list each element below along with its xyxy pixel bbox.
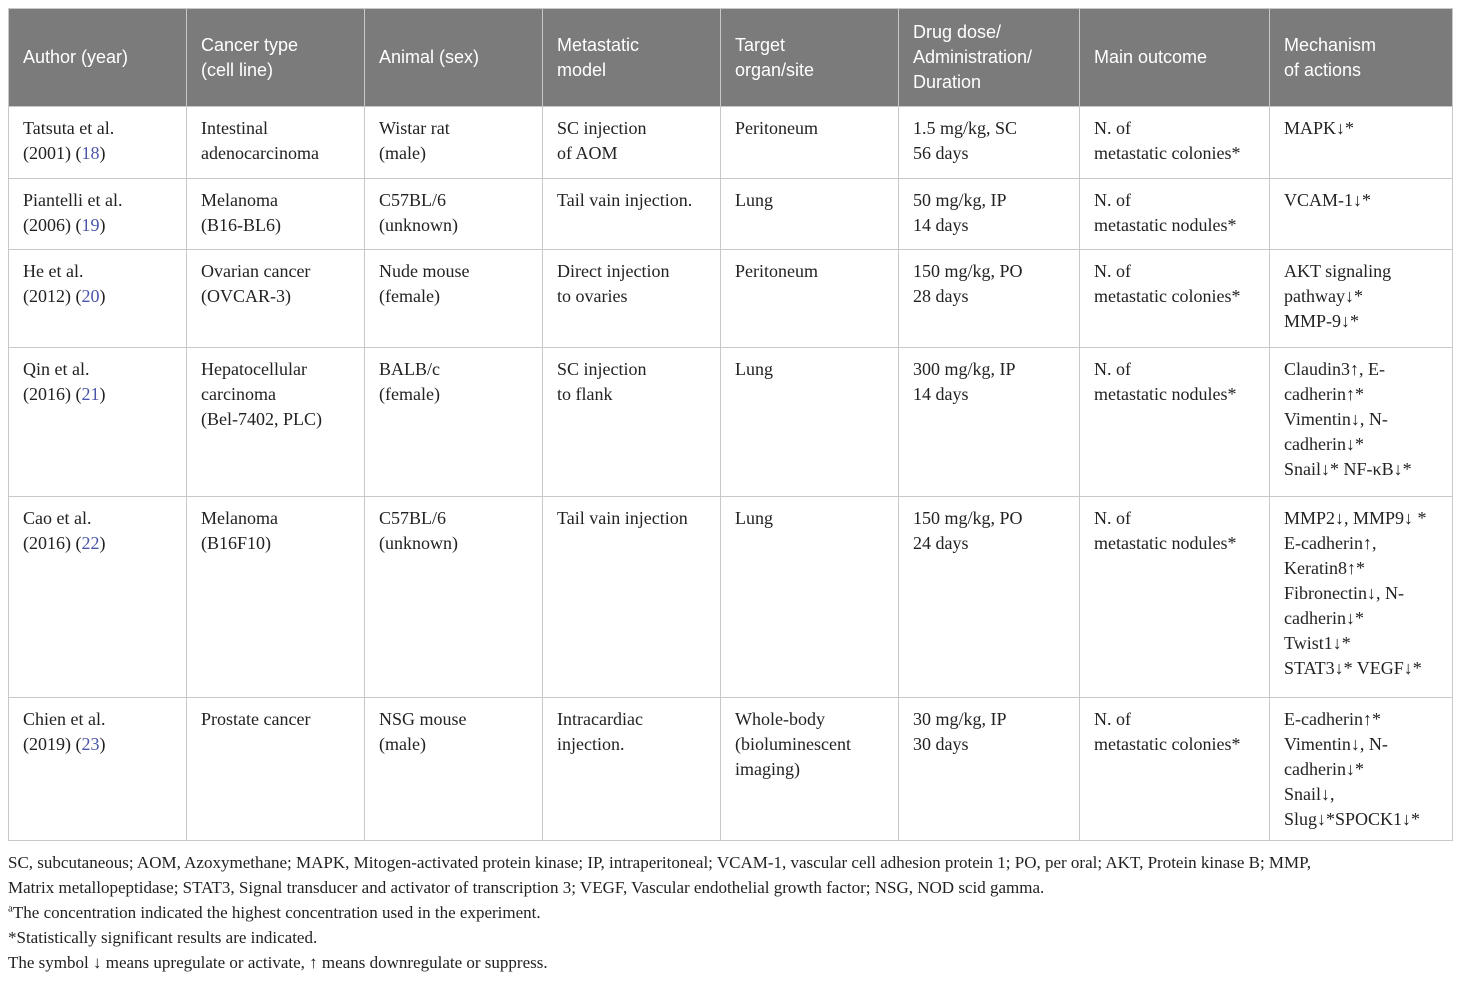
target-line: Whole-body <box>735 709 825 729</box>
outcome-line: N. of <box>1094 709 1131 729</box>
animal-line: (male) <box>379 143 426 163</box>
cell-cancer <box>187 250 365 348</box>
author-name: Cao et al. <box>23 508 92 528</box>
footnote-a-marker: a <box>8 902 13 915</box>
dose-line: 150 mg/kg, PO <box>913 508 1023 528</box>
cancer-line: (B16-BL6) <box>201 215 281 235</box>
mechanism-line: cadherin↓* <box>1284 434 1364 454</box>
column-header-line: model <box>557 59 607 80</box>
mechanism-line: Vimentin↓, N- <box>1284 734 1388 754</box>
cell-cancer <box>187 179 365 250</box>
author-name: Piantelli et al. <box>23 190 123 210</box>
column-header-line: Author (year) <box>23 47 129 67</box>
cell-outcome <box>1080 348 1270 497</box>
dose-line: 1.5 mg/kg, SC <box>913 118 1018 138</box>
cell-animal <box>365 107 543 179</box>
mechanism-line: cadherin↓* <box>1284 759 1364 779</box>
dose-line: 24 days <box>913 533 969 553</box>
cell-outcome <box>1080 107 1270 179</box>
column-header <box>1080 9 1270 107</box>
model-line: Intracardiac <box>557 709 643 729</box>
dose-line: 14 days <box>913 384 969 404</box>
author-year-line: (2006) (19) <box>23 215 106 235</box>
dose-line: 28 days <box>913 286 969 306</box>
author-name: He et al. <box>23 261 84 281</box>
column-header <box>187 9 365 107</box>
author-year: (2019) <box>23 734 71 754</box>
column-header <box>1270 9 1453 107</box>
model-line: to ovaries <box>557 286 628 306</box>
column-header <box>9 9 187 107</box>
reference-number: 18 <box>81 143 100 163</box>
reference-number: 20 <box>81 286 100 306</box>
cancer-line: Intestinal <box>201 118 268 138</box>
reference-number: 21 <box>81 384 100 404</box>
mechanism-line: MAPK↓* <box>1284 118 1355 138</box>
mechanism-line: Slug↓*SPOCK1↓* <box>1284 809 1421 829</box>
author-name: Tatsuta et al. <box>23 118 115 138</box>
outcome-line: metastatic nodules* <box>1094 215 1237 235</box>
footnote-a-text: The concentration indicated the highest concentration used in the experiment. <box>12 903 541 922</box>
cell-dose <box>899 179 1080 250</box>
cell-author <box>9 348 187 497</box>
table-row <box>9 250 1453 348</box>
outcome-line: metastatic colonies* <box>1094 143 1241 163</box>
dose-line: 30 days <box>913 734 969 754</box>
reference-number: 19 <box>81 215 100 235</box>
outcome-line: N. of <box>1094 118 1131 138</box>
outcome-line: metastatic colonies* <box>1094 286 1241 306</box>
table-row <box>9 107 1453 179</box>
animal-line: NSG mouse <box>379 709 467 729</box>
mechanism-line: VCAM-1↓* <box>1284 190 1372 210</box>
cell-dose <box>899 107 1080 179</box>
mechanism-line: Claudin3↑, E- <box>1284 359 1385 379</box>
cell-author <box>9 179 187 250</box>
animal-line: Nude mouse <box>379 261 470 281</box>
footnote-a <box>8 900 1452 925</box>
cancer-line: carcinoma <box>201 384 276 404</box>
outcome-line: N. of <box>1094 359 1131 379</box>
mechanism-line: E-cadherin↑, <box>1284 533 1377 553</box>
cancer-line: (B16F10) <box>201 533 272 553</box>
mechanism-line: AKT signaling <box>1284 261 1392 281</box>
animal-line: BALB/c <box>379 359 440 379</box>
header-row <box>9 9 1453 107</box>
author-name: Chien et al. <box>23 709 106 729</box>
footnote-significance: *Statistically significant results are indicated. <box>8 928 318 947</box>
author-year-line: (2019) (23) <box>23 734 106 754</box>
table-row <box>9 179 1453 250</box>
cell-mechanism <box>1270 107 1453 179</box>
mechanism-line: Twist1↓* <box>1284 633 1351 653</box>
target-line: (bioluminescent <box>735 734 851 754</box>
model-line: Tail vain injection <box>557 508 688 528</box>
data-table <box>8 8 1453 841</box>
model-line: injection. <box>557 734 625 754</box>
target-line: Lung <box>735 359 773 379</box>
mechanism-line: E-cadherin↑* <box>1284 709 1381 729</box>
author-year: (2006) <box>23 215 71 235</box>
table-body <box>9 107 1453 841</box>
target-line: Lung <box>735 508 773 528</box>
cell-model <box>543 179 721 250</box>
column-header-line: Target <box>735 34 786 55</box>
mechanism-line: MMP-9↓* <box>1284 311 1360 331</box>
animal-line: (unknown) <box>379 533 458 553</box>
cancer-line: Melanoma <box>201 508 278 528</box>
model-line: SC injection <box>557 118 647 138</box>
mechanism-line: Fibronectin↓, N- <box>1284 583 1404 603</box>
author-year: (2016) <box>23 384 71 404</box>
abbreviations-line-2: Matrix metallopeptidase; STAT3, Signal transducer and activator of transcription 3; VEGF, Vascular endothelial growth factor; NSG, NOD scid gamma. <box>8 878 1045 897</box>
cancer-line: Melanoma <box>201 190 278 210</box>
cell-dose <box>899 698 1080 841</box>
column-header-line: Drug dose/ <box>913 22 1002 42</box>
cell-author <box>9 698 187 841</box>
mechanism-line: cadherin↓* <box>1284 608 1364 628</box>
cell-model <box>543 107 721 179</box>
animal-line: Wistar rat <box>379 118 450 138</box>
cell-target <box>721 348 899 497</box>
model-line: of AOM <box>557 143 618 163</box>
mechanism-line: Keratin8↑* <box>1284 558 1365 578</box>
table-footnotes <box>8 850 1452 975</box>
author-year-line: (2001) (18) <box>23 143 106 163</box>
cell-author <box>9 497 187 698</box>
cell-mechanism <box>1270 348 1453 497</box>
cell-outcome <box>1080 179 1270 250</box>
author-name: Qin et al. <box>23 359 90 379</box>
outcome-line: metastatic colonies* <box>1094 734 1241 754</box>
mechanism-line: MMP2↓, MMP9↓ * <box>1284 508 1427 528</box>
author-year-line: (2016) (21) <box>23 384 106 404</box>
abbreviations-line-1: SC, subcutaneous; AOM, Azoxymethane; MAPK, Mitogen-activated protein kinase; IP, intraperitoneal; VCAM-1, vascular cell adhesion protein 1; PO, per oral; AKT, Protein kinase B; MMP, <box>8 853 1311 872</box>
target-line: imaging) <box>735 759 800 779</box>
target-line: Peritoneum <box>735 118 818 138</box>
cell-cancer <box>187 497 365 698</box>
table-row <box>9 348 1453 497</box>
cell-animal <box>365 179 543 250</box>
outcome-line: N. of <box>1094 190 1131 210</box>
column-header-line: of actions <box>1284 59 1362 80</box>
outcome-line: metastatic nodules* <box>1094 533 1237 553</box>
mechanism-line: Vimentin↓, N- <box>1284 409 1388 429</box>
cell-target <box>721 107 899 179</box>
animal-line: C57BL/6 <box>379 508 447 528</box>
outcome-line: N. of <box>1094 261 1131 281</box>
cell-model <box>543 348 721 497</box>
mechanism-line: STAT3↓* VEGF↓* <box>1284 658 1422 678</box>
dose-line: 14 days <box>913 215 969 235</box>
column-header-line: organ/site <box>735 59 815 80</box>
animal-line: C57BL/6 <box>379 190 447 210</box>
cell-mechanism <box>1270 497 1453 698</box>
cell-model <box>543 497 721 698</box>
cell-cancer <box>187 348 365 497</box>
cell-animal <box>365 250 543 348</box>
cell-target <box>721 698 899 841</box>
cell-animal <box>365 698 543 841</box>
column-header-line: Duration <box>913 72 982 92</box>
dose-line: 300 mg/kg, IP <box>913 359 1016 379</box>
mechanism-line: Snail↓* NF-κB↓* <box>1284 459 1412 479</box>
column-header <box>721 9 899 107</box>
target-line: Lung <box>735 190 773 210</box>
dose-line: 30 mg/kg, IP <box>913 709 1007 729</box>
column-header-line: Main outcome <box>1094 47 1208 67</box>
model-line: to flank <box>557 384 613 404</box>
model-line: SC injection <box>557 359 647 379</box>
cell-mechanism <box>1270 179 1453 250</box>
animal-line: (female) <box>379 286 440 306</box>
reference-number: 22 <box>81 533 100 553</box>
table-row <box>9 497 1453 698</box>
column-header <box>899 9 1080 107</box>
cell-mechanism <box>1270 698 1453 841</box>
cell-model <box>543 698 721 841</box>
cancer-line: (Bel-7402, PLC) <box>201 409 322 429</box>
cell-author <box>9 250 187 348</box>
column-header <box>365 9 543 107</box>
dose-line: 50 mg/kg, IP <box>913 190 1007 210</box>
target-line: Peritoneum <box>735 261 818 281</box>
mechanism-line: pathway↓* <box>1284 286 1363 306</box>
model-line: Tail vain injection. <box>557 190 693 210</box>
reference-number: 23 <box>81 734 100 754</box>
author-year-line: (2016) (22) <box>23 533 106 553</box>
cell-model <box>543 250 721 348</box>
cancer-line: Prostate cancer <box>201 709 311 729</box>
author-year-line: (2012) (20) <box>23 286 106 306</box>
cell-outcome <box>1080 698 1270 841</box>
cell-cancer <box>187 107 365 179</box>
cell-dose <box>899 497 1080 698</box>
author-year: (2001) <box>23 143 71 163</box>
cell-mechanism <box>1270 250 1453 348</box>
cancer-line: adenocarcinoma <box>201 143 319 163</box>
cancer-line: Ovarian cancer <box>201 261 311 281</box>
outcome-line: N. of <box>1094 508 1131 528</box>
cell-author <box>9 107 187 179</box>
animal-line: (female) <box>379 384 440 404</box>
column-header-line: Animal (sex) <box>379 47 480 67</box>
table-row <box>9 698 1453 841</box>
cell-dose <box>899 348 1080 497</box>
animal-line: (male) <box>379 734 426 754</box>
cell-outcome <box>1080 250 1270 348</box>
model-line: Direct injection <box>557 261 670 281</box>
mechanism-line: cadherin↑* <box>1284 384 1364 404</box>
cell-animal <box>365 348 543 497</box>
cancer-line: (OVCAR-3) <box>201 286 291 306</box>
cell-dose <box>899 250 1080 348</box>
cell-animal <box>365 497 543 698</box>
author-year: (2016) <box>23 533 71 553</box>
mechanism-line: Snail↓, <box>1284 784 1335 804</box>
cell-cancer <box>187 698 365 841</box>
cell-target <box>721 179 899 250</box>
column-header-line: Cancer type <box>201 34 299 55</box>
cell-target <box>721 497 899 698</box>
cell-outcome <box>1080 497 1270 698</box>
cancer-line: Hepatocellular <box>201 359 307 379</box>
column-header-line: (cell line) <box>201 59 274 80</box>
column-header <box>543 9 721 107</box>
dose-line: 150 mg/kg, PO <box>913 261 1023 281</box>
column-header-line: Metastatic <box>557 34 640 55</box>
data-table-container <box>8 8 1452 841</box>
column-header-line: Administration/ <box>913 47 1033 67</box>
author-year: (2012) <box>23 286 71 306</box>
dose-line: 56 days <box>913 143 969 163</box>
outcome-line: metastatic nodules* <box>1094 384 1237 404</box>
footnote-symbols: The symbol ↓ means upregulate or activate, ↑ means downregulate or suppress. <box>8 953 548 972</box>
column-header-line: Mechanism <box>1284 34 1377 55</box>
cell-target <box>721 250 899 348</box>
animal-line: (unknown) <box>379 215 458 235</box>
